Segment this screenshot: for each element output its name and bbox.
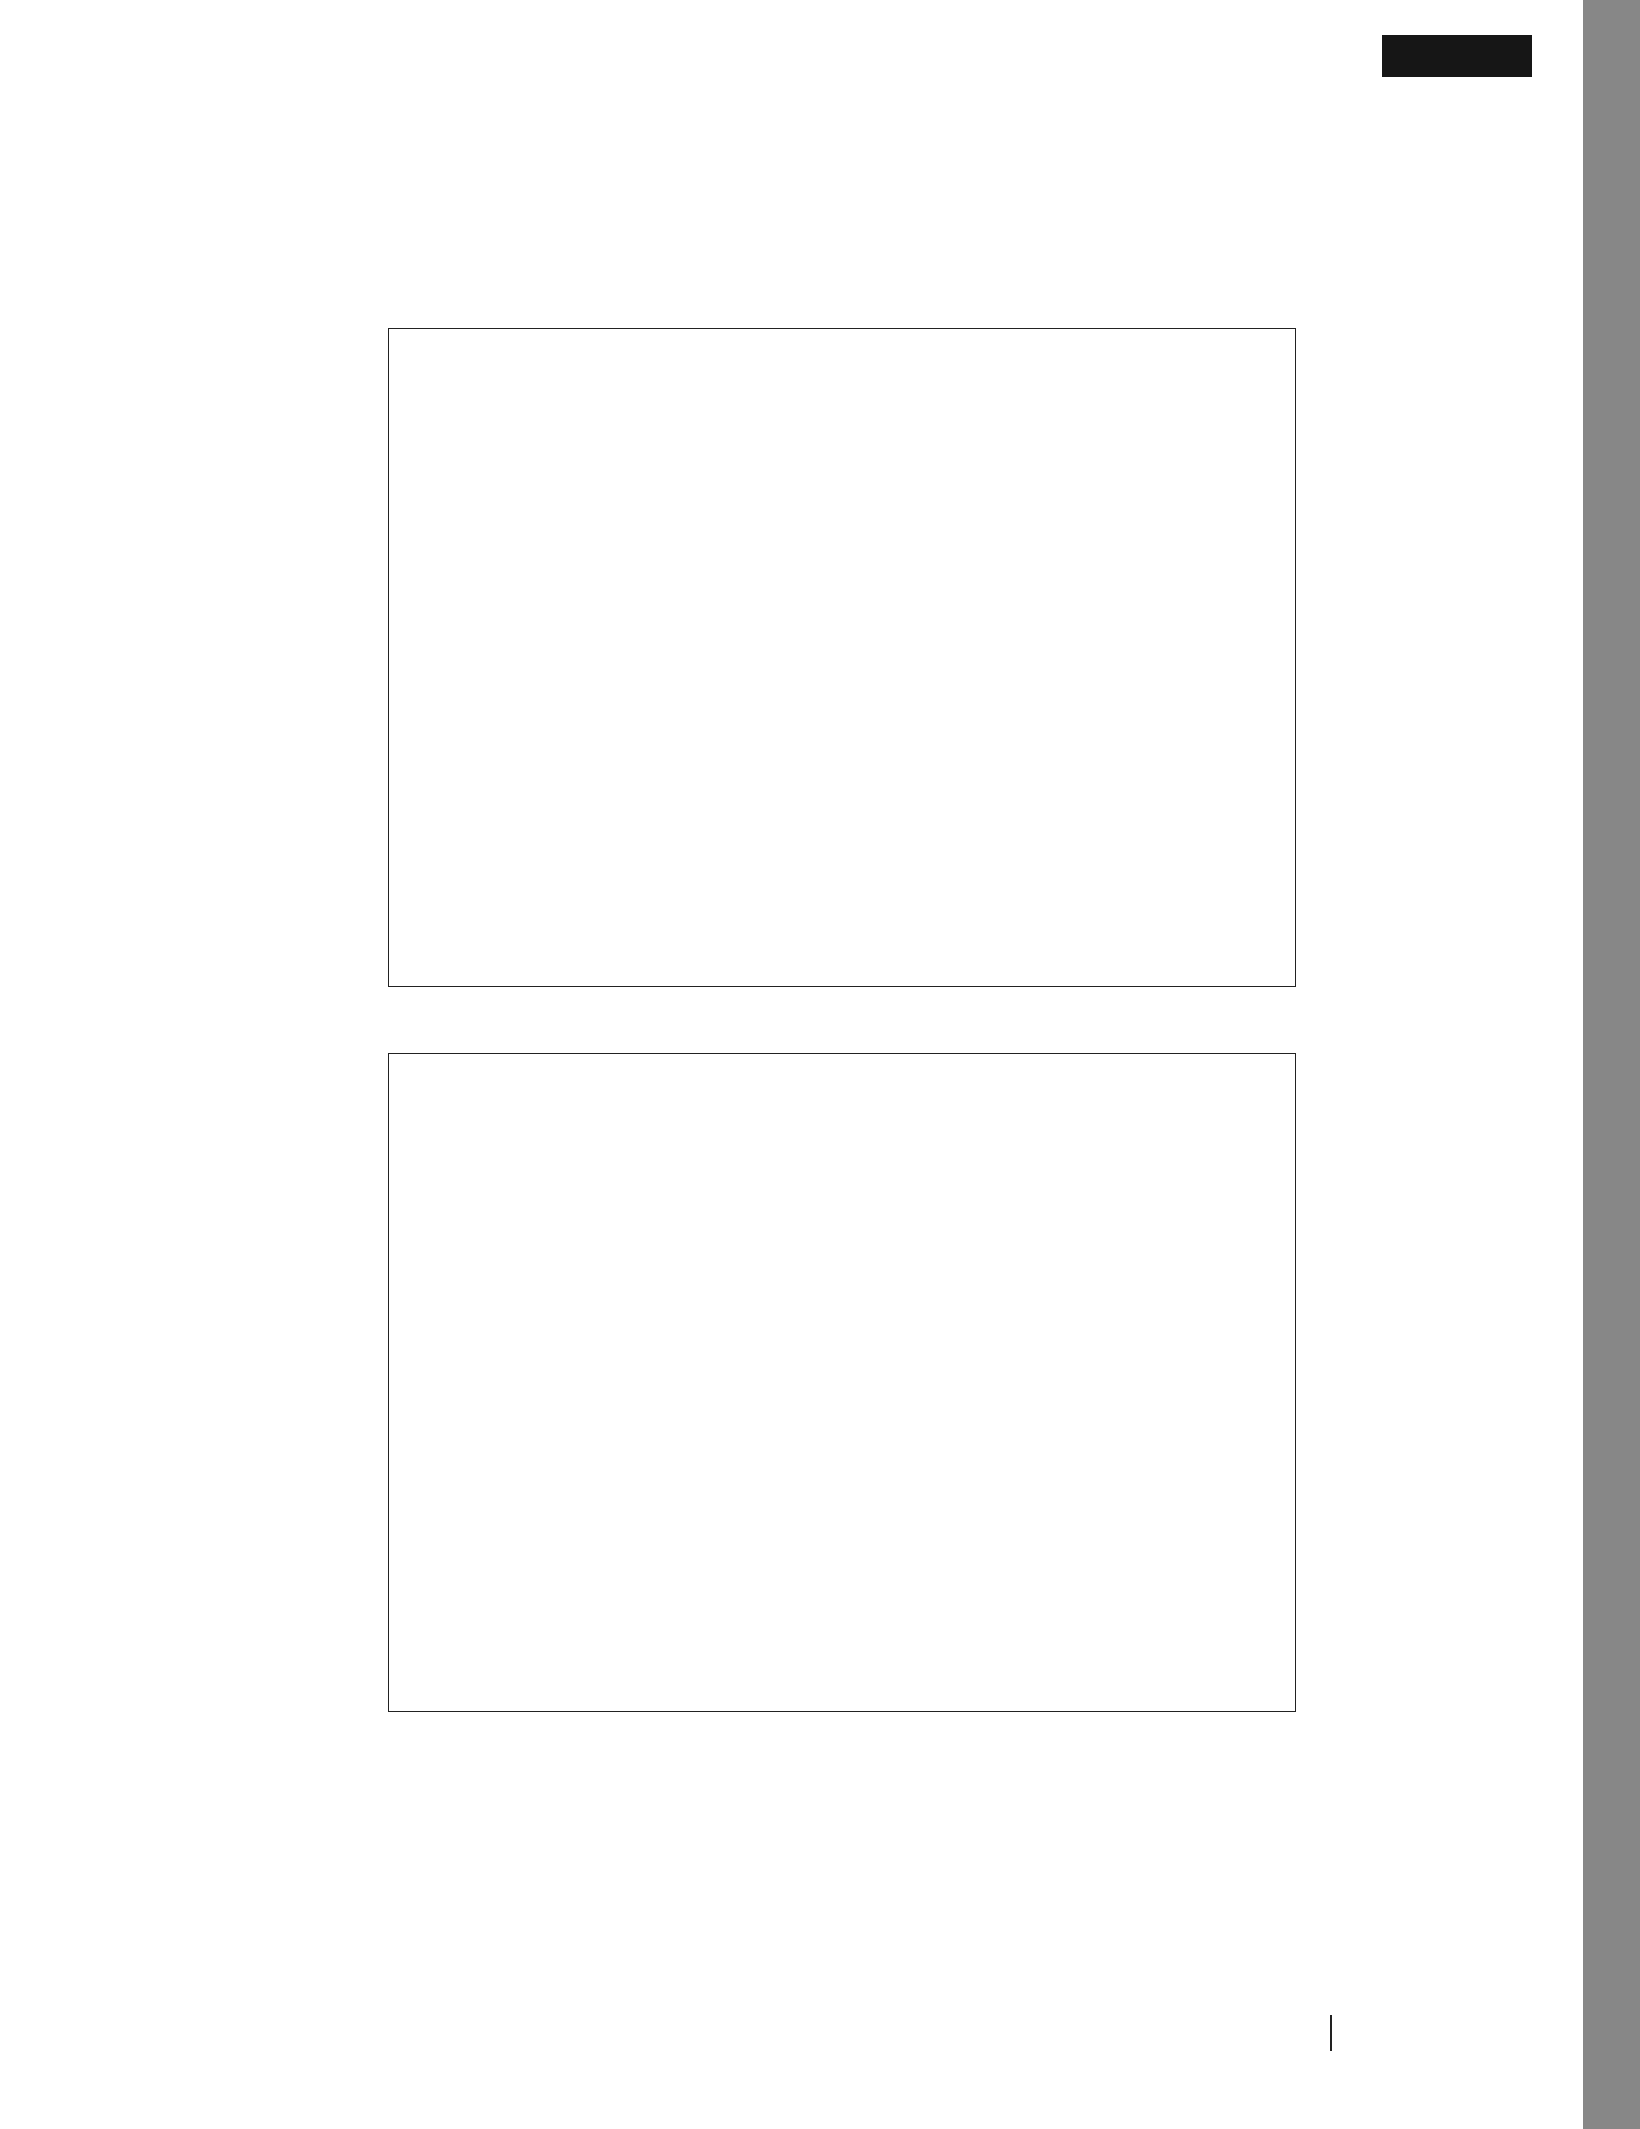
page-edge-bar [1583, 0, 1640, 2129]
page-footer [1310, 2015, 1350, 2051]
section-label [1382, 35, 1532, 77]
figure-2 [388, 328, 1296, 987]
footer-divider [1330, 2015, 1332, 2051]
figure-3 [388, 1053, 1296, 1712]
